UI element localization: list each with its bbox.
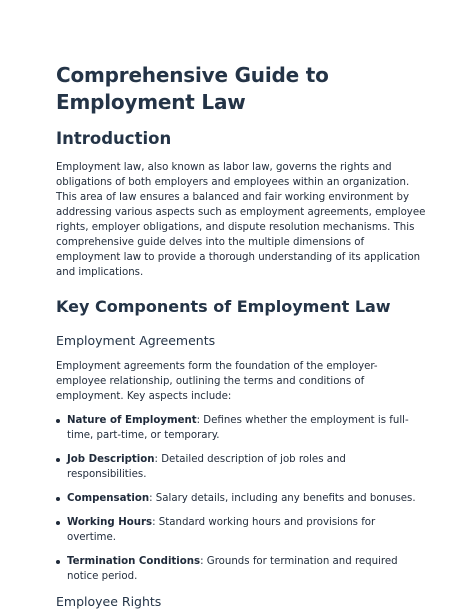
- agreement-aspects-list: [56, 413, 426, 584]
- list-item-term: Termination Conditions: [67, 556, 201, 567]
- list-item: [56, 515, 426, 545]
- list-item-term: Compensation: [67, 493, 150, 504]
- bullet-icon: [56, 419, 60, 423]
- list-item: [56, 413, 426, 443]
- introduction-paragraph: Employment law, also known as labor law, governs the rights and obligations of both employers and employees within an organization. This area of law ensures a balanced and fair working environment by addressing various aspects such as employment agreements, employee rights, employer obligations, and dispute resolution mechanisms. This comprehensive guide delves into the multiple dimensions of employment law to provide a thorough understanding of its application and implications.: [56, 162, 426, 278]
- list-item: [56, 491, 426, 506]
- list-item-description: : Salary details, including any benefits and bonuses.: [149, 493, 416, 504]
- list-item-description: : Defines whether the employment is full-time, part-time, or temporary.: [67, 415, 409, 441]
- bullet-icon: [56, 497, 60, 501]
- bullet-icon: [56, 560, 60, 564]
- employment-agreements-heading: Employment Agreements: [56, 333, 216, 348]
- employment-agreements-paragraph: Employment agreements form the foundation of the employer-employee relationship, outlining the terms and conditions of employment. Key aspects include:: [56, 361, 378, 402]
- list-item: [56, 554, 426, 584]
- document-title: Comprehensive Guide to Employment Law: [56, 63, 329, 114]
- bullet-icon: [56, 521, 60, 525]
- key-components-heading: Key Components of Employment Law: [56, 297, 391, 316]
- bullet-icon: [56, 458, 60, 462]
- list-item-description: : Grounds for termination and required notice period.: [67, 556, 398, 582]
- list-item-description: : Standard working hours and provisions for overtime.: [67, 517, 376, 543]
- employee-rights-heading: Employee Rights: [56, 594, 162, 609]
- list-item-term: Working Hours: [67, 517, 153, 528]
- list-item: [56, 452, 426, 482]
- introduction-heading: Introduction: [56, 129, 172, 148]
- document-page: [56, 62, 426, 610]
- list-item-term: Nature of Employment: [67, 415, 197, 426]
- list-item-description: : Detailed description of job roles and responsibilities.: [67, 454, 346, 480]
- list-item-term: Job Description: [67, 454, 155, 465]
